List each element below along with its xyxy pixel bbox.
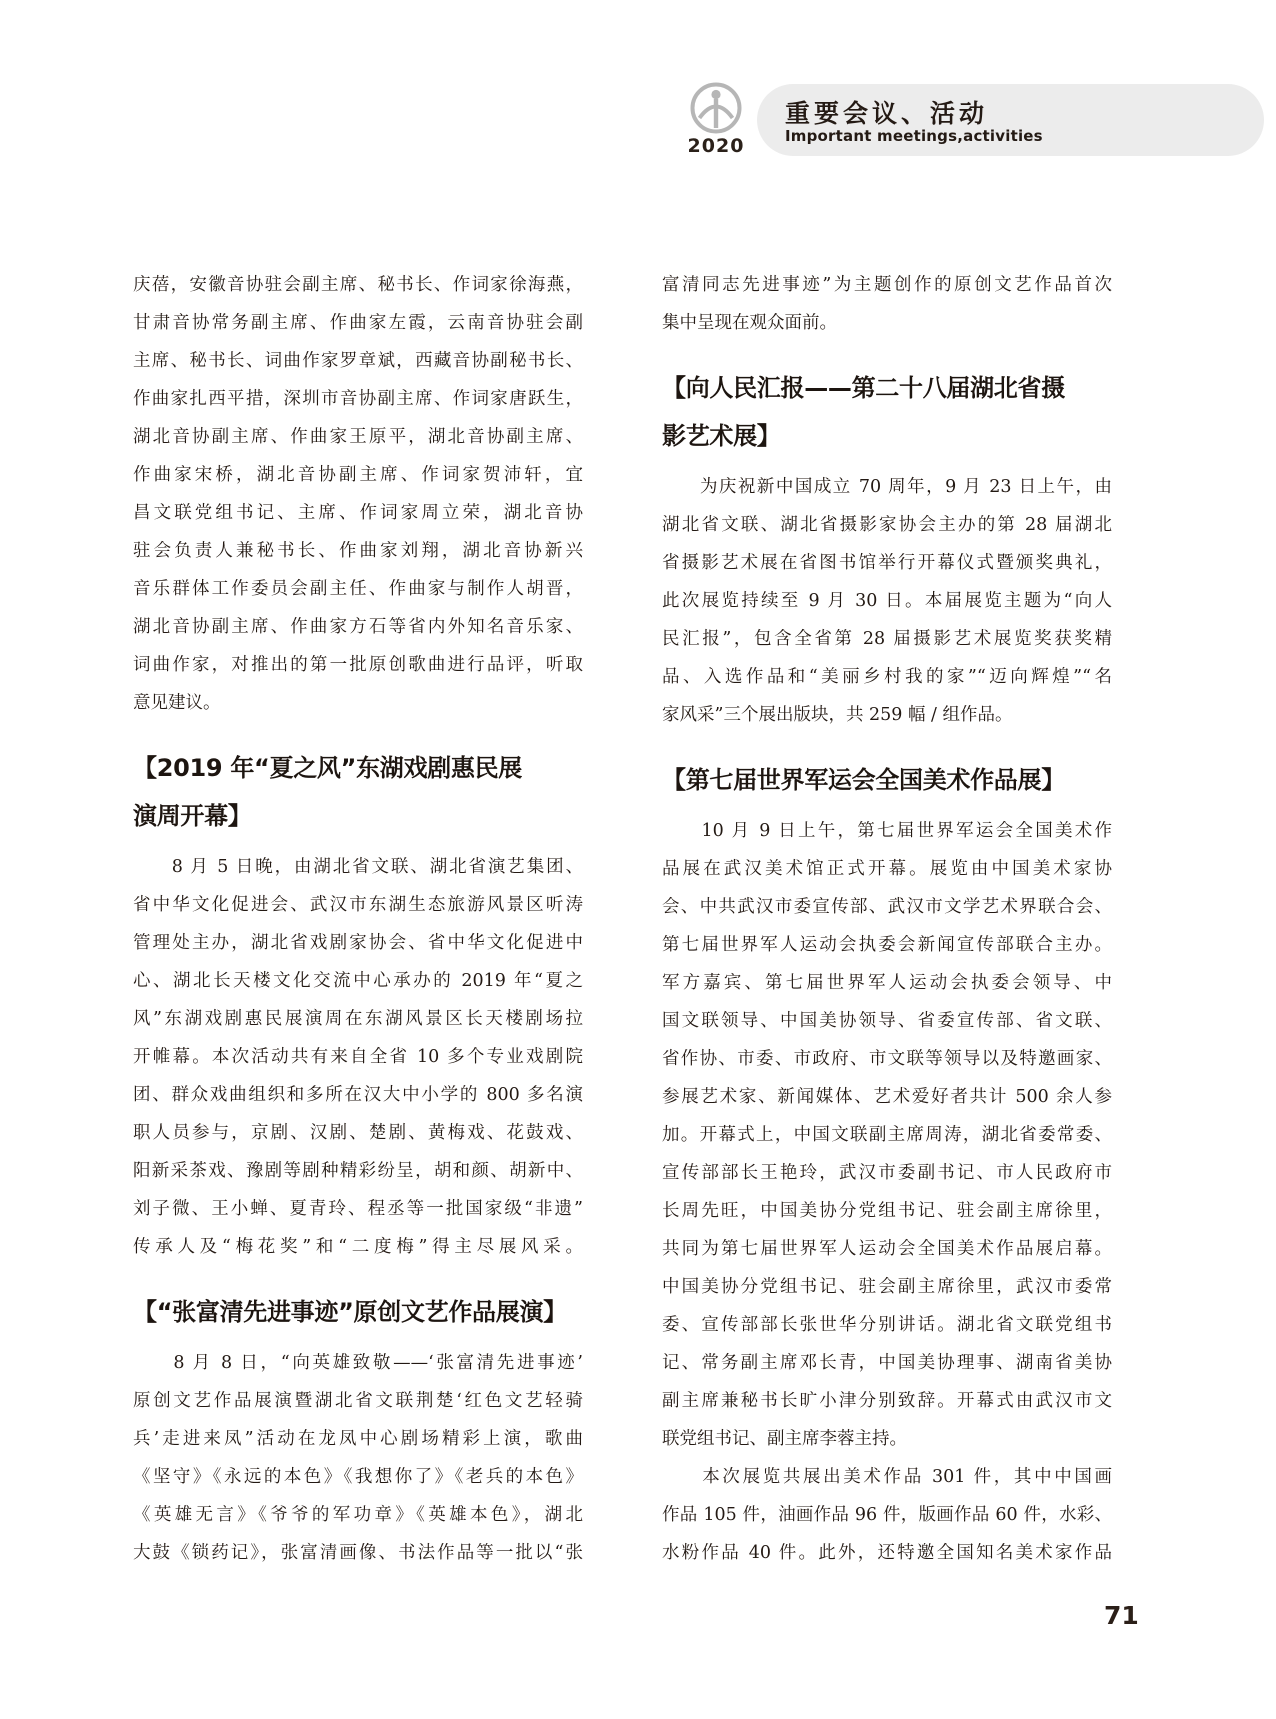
federation-logo-icon <box>689 81 743 135</box>
text-line: 加。开幕式上，中国文联副主席周涛，湖北省委常委、 <box>662 1125 1112 1145</box>
heading-line: 影艺术展】 <box>662 422 781 450</box>
text-line: 8 月 8 日，“向英雄致敬——‘张富清先进事迹’ <box>133 1353 583 1373</box>
text-line: 宣传部部长王艳玲，武汉市委副书记、市人民政府市 <box>662 1163 1112 1183</box>
paragraph <box>133 1344 583 1572</box>
text-line: 《坚守》《永远的本色》《我想你了》《老兵的本色》 <box>133 1467 583 1487</box>
paragraph <box>133 848 583 1266</box>
text-line: 为庆祝新中国成立 70 周年，9 月 23 日上午，由 <box>662 477 1112 497</box>
text-line: 此次展览持续至 9 月 30 日。本届展览主题为“向人 <box>662 591 1112 611</box>
text-line: 《英雄无言》《爷爷的军功章》《英雄本色》，湖北 <box>133 1505 583 1525</box>
banner-title: 重要会议、活动 <box>785 99 989 128</box>
text-line: 第七届世界军人运动会执委会新闻宣传部联合主办。 <box>662 935 1112 955</box>
text-line: 心、湖北长天楼文化交流中心承办的 2019 年“夏之 <box>133 971 583 991</box>
page-number: 71 <box>1104 1601 1139 1630</box>
text-line: 意见建议。 <box>133 693 221 713</box>
heading-line: 演周开幕】 <box>133 802 252 830</box>
right-column <box>662 266 1112 1572</box>
text-line: 主席、秘书长、词曲作家罗章斌，西藏音协副秘书长、 <box>133 351 583 371</box>
paragraph <box>662 1458 1112 1572</box>
text-line: 民汇报”，包含全省第 28 届摄影艺术展览奖获奖精 <box>662 629 1112 649</box>
text-line: 职人员参与，京剧、汉剧、楚剧、黄梅戏、花鼓戏、 <box>133 1123 583 1143</box>
text-line: 阳新采茶戏、豫剧等剧种精彩纷呈，胡和颜、胡新中、 <box>133 1161 583 1181</box>
text-line: 甘肃音协常务副主席、作曲家左霞，云南音协驻会副 <box>133 313 583 333</box>
banner-subtitle: Important meetings,activities <box>785 127 1043 145</box>
text-line: 军方嘉宾、第七届世界军人运动会执委会领导、中 <box>662 973 1112 993</box>
section-heading <box>133 744 583 840</box>
text-line: 作曲家扎西平措，深圳市音协副主席、作词家唐跃生， <box>133 389 583 409</box>
text-line: 省作协、市委、市政府、市文联等领导以及特邀画家、 <box>662 1049 1112 1069</box>
text-line: 刘子微、王小蝉、夏青玲、程丞等一批国家级“非遗” <box>133 1199 583 1219</box>
heading-line: 【向人民汇报——第二十八届湖北省摄 <box>662 374 1065 402</box>
text-line: 10 月 9 日上午，第七届世界军运会全国美术作 <box>662 821 1112 841</box>
text-line: 家风采”三个展出版块，共 259 幅 / 组作品。 <box>662 705 1013 725</box>
text-line: 委、宣传部部长张世华分别讲话。湖北省文联党组书 <box>662 1315 1112 1335</box>
text-line: 大鼓《锁药记》，张富清画像、书法作品等一批以“张 <box>133 1543 583 1563</box>
text-line: 联党组书记、副主席李蓉主持。 <box>662 1429 907 1449</box>
text-line: 湖北音协副主席、作曲家王原平，湖北音协副主席、 <box>133 427 583 447</box>
heading-line: 【第七届世界军运会全国美术作品展】 <box>662 766 1065 794</box>
text-line: 水粉作品 40 件。此外，还特邀全国知名美术家作品 <box>662 1543 1112 1563</box>
left-column <box>133 266 583 1572</box>
paragraph <box>662 266 1112 342</box>
text-line: 本次展览共展出美术作品 301 件，其中中国画 <box>662 1467 1112 1487</box>
text-line: 湖北省文联、湖北省摄影家协会主办的第 28 届湖北 <box>662 515 1112 535</box>
paragraph <box>662 812 1112 1458</box>
text-line: 音乐群体工作委员会副主任、作曲家与制作人胡晋， <box>133 579 583 599</box>
text-line: 管理处主办，湖北省戏剧家协会、省中华文化促进中 <box>133 933 583 953</box>
text-line: 国文联领导、中国美协领导、省委宣传部、省文联、 <box>662 1011 1112 1031</box>
text-line: 会、中共武汉市委宣传部、武汉市文学艺术界联合会、 <box>662 897 1112 917</box>
heading-line: 【“张富清先进事迹”原创文艺作品展演】 <box>133 1298 567 1326</box>
paragraph <box>662 468 1112 734</box>
text-line: 开帷幕。本次活动共有来自全省 10 多个专业戏剧院 <box>133 1047 583 1067</box>
text-line: 副主席兼秘书长旷小津分别致辞。开幕式由武汉市文 <box>662 1391 1112 1411</box>
text-line: 参展艺术家、新闻媒体、艺术爱好者共计 500 余人参 <box>662 1087 1112 1107</box>
text-line: 传承人及“梅花奖”和“二度梅”得主尽展风采。 <box>133 1237 583 1257</box>
section-heading <box>662 756 1112 804</box>
text-line: 品、入选作品和“美丽乡村我的家”“迈向辉煌”“名 <box>662 667 1112 687</box>
text-line: 省摄影艺术展在省图书馆举行开幕仪式暨颁奖典礼， <box>662 553 1112 573</box>
text-line: 富清同志先进事迹”为主题创作的原创文艺作品首次 <box>662 275 1112 295</box>
text-line: 作曲家宋桥，湖北音协副主席、作词家贺沛轩，宜 <box>133 465 583 485</box>
text-line: 驻会负责人兼秘书长、作曲家刘翔，湖北音协新兴 <box>133 541 583 561</box>
text-line: 集中呈现在观众面前。 <box>662 313 837 333</box>
text-line: 省中华文化促进会、武汉市东湖生态旅游风景区听涛 <box>133 895 583 915</box>
text-line: 原创文艺作品展演暨湖北省文联荆楚‘红色文艺轻骑 <box>133 1391 583 1411</box>
text-line: 长周先旺，中国美协分党组书记、驻会副主席徐里， <box>662 1201 1112 1221</box>
text-line: 兵’走进来凤”活动在龙凤中心剧场精彩上演，歌曲 <box>133 1429 583 1449</box>
section-heading <box>133 1288 583 1336</box>
text-line: 记、常务副主席邓长青，中国美协理事、湖南省美协 <box>662 1353 1112 1373</box>
paragraph <box>133 266 583 722</box>
text-line: 庆蓓，安徽音协驻会副主席、秘书长、作词家徐海燕， <box>133 275 583 295</box>
text-line: 团、群众戏曲组织和多所在汉大中小学的 800 多名演 <box>133 1085 583 1105</box>
text-line: 湖北音协副主席、作曲家方石等省内外知名音乐家、 <box>133 617 583 637</box>
text-line: 昌文联党组书记、主席、作词家周立荣，湖北音协 <box>133 503 583 523</box>
logo-year-label: 2020 <box>687 135 745 157</box>
section-banner <box>757 84 1264 156</box>
text-line: 品展在武汉美术馆正式开幕。展览由中国美术家协 <box>662 859 1112 879</box>
text-line: 8 月 5 日晚，由湖北省文联、湖北省演艺集团、 <box>133 857 583 877</box>
heading-line: 【2019 年“夏之风”东湖戏剧惠民展 <box>133 754 522 782</box>
text-line: 共同为第七届世界军人运动会全国美术作品展启幕。 <box>662 1239 1112 1259</box>
text-line: 中国美协分党组书记、驻会副主席徐里，武汉市委常 <box>662 1277 1112 1297</box>
section-heading <box>662 364 1112 460</box>
text-line: 风”东湖戏剧惠民展演周在东湖风景区长天楼剧场拉 <box>133 1009 583 1029</box>
text-line: 作品 105 件，油画作品 96 件，版画作品 60 件，水彩、 <box>662 1505 1112 1525</box>
text-line: 词曲作家，对推出的第一批原创歌曲进行品评，听取 <box>133 655 583 675</box>
